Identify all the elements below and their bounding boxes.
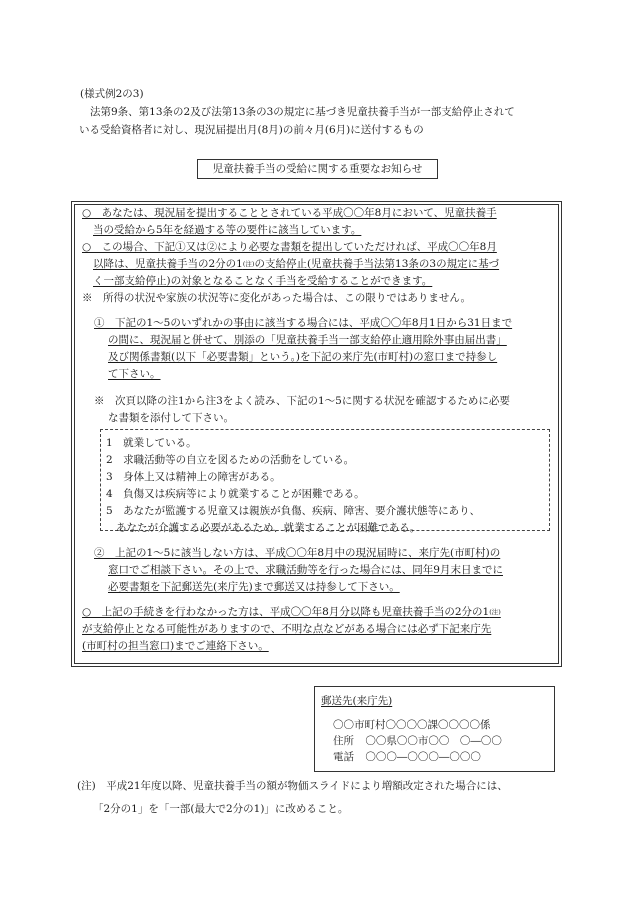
item-2-line: 窓口でご相談下さい。その上で、求職活動等を行った場合には、同年9月末日までに: [108, 564, 503, 576]
footnote-line: (注) 平成21年度以降、児童扶養手当の額が物価スライドにより増額改定された場合には、: [77, 780, 508, 792]
notice-box: [71, 201, 562, 667]
item-1: [94, 315, 554, 383]
phone-value: 〇〇〇―〇〇〇―〇〇〇: [365, 751, 481, 763]
conditions-list: [100, 429, 550, 534]
paragraph-line: ○ この場合、下記①又は②により必要な書類を提出していただければ、平成〇〇年8月: [82, 241, 497, 253]
item-2-line: ② 上記の1～5に該当しない方は、平成〇〇年8月中の現況届時に、来庁先(市町村)の: [94, 547, 501, 559]
condition-item: 2 求職活動等の自立を図るための活動をしている。: [106, 454, 355, 466]
condition-item: 5 あなたが監護する児童又は親族が負傷、疾病、障害、要介護状態等にあり、: [106, 505, 481, 517]
contact-office: 〇〇市町村〇〇〇〇課〇〇〇〇係: [333, 719, 491, 731]
item-1-note: [94, 393, 554, 427]
note-mark: (注): [489, 608, 501, 616]
condition-item: 3 身体上又は精神上の障害がある。: [106, 471, 281, 483]
note-line: な書類を添付して下さい。: [108, 412, 234, 424]
contact-phone: [333, 749, 481, 766]
paragraph-line: (市町村の担当窓口)までご連絡下さい。: [82, 640, 269, 652]
paragraph-text: 以降は、児童扶養手当の2分の1: [93, 258, 243, 270]
paragraph-exception: ※ 所得の状況や家族の状況等に変化があった場合は、この限りではありません。: [82, 292, 472, 304]
phone-label: 電話: [333, 751, 354, 763]
item-2-line: 必要書類を下記郵送先(来庁先)まで郵送又は持参して下さい。: [108, 581, 400, 593]
note-line: ※ 次頁以降の注1から注3をよく読み、下記の1～5に関する状況を確認するために必要: [94, 395, 510, 407]
paragraph-status: [82, 205, 552, 239]
address-label: 住所: [333, 735, 354, 747]
item-1-line: 及び関係書類(以下「必要書類」という。)を下記の来庁先(市町村)の窓口まで持参し: [108, 351, 498, 363]
item-1-line: の間に、現況届と併せて、別添の「児童扶養手当一部支給停止適用除外事由届出書」: [108, 334, 507, 346]
paragraph-line: ○ あなたは、現況届を提出することとされている平成〇〇年8月において、児童扶養手: [82, 207, 497, 219]
footnote: [77, 775, 580, 821]
item-2: [94, 545, 554, 596]
paragraph-line: [82, 256, 552, 273]
condition-item: あなたが介護する必要があるため、就業することが困難である。: [116, 522, 421, 534]
form-label: (様式例2の3): [80, 88, 144, 100]
paragraph-text: ○ 上記の手続きを行わなかった方は、平成〇〇年8月分以降も児童扶養手当の2分の1: [82, 606, 490, 618]
paragraph-line: 当の受給から5年を経過する等の要件に該当しています。: [93, 224, 362, 236]
address-value: 〇〇県〇〇市〇〇 〇―〇〇: [365, 735, 502, 747]
paragraph-submission: [82, 239, 552, 290]
contact-address: [333, 733, 502, 750]
condition-item: 4 負傷又は疾病等により就業することが困難である。: [106, 488, 365, 500]
paragraph-line: く一部支給停止)の対象となることなく手当を受給することができます。: [93, 275, 433, 287]
paragraph-line: が支給停止となる可能性がありますので、不明な点などがある場合には必ず下記来庁先: [82, 623, 492, 635]
footnote-line: 「2分の1」を「一部(最大で2分の1)」に改めること。: [93, 803, 349, 815]
note-mark: (注): [242, 260, 255, 268]
intro-line: 法第9条、第13条の2及び法第13条の3の規定に基づき児童扶養手当が一部支給停止されて: [90, 106, 515, 118]
intro-line: いる受給資格者に対し、現況届提出月(8月)の前々月(6月)に送付するもの: [79, 124, 424, 136]
intro-text: [68, 104, 568, 140]
notice-title: 児童扶養手当の受給に関する重要なお知らせ: [197, 159, 438, 179]
item-1-line: て下さい。: [108, 368, 161, 380]
contact-box: [314, 686, 555, 772]
paragraph-line: [82, 604, 552, 621]
contact-heading: 郵送先(来庁先): [321, 695, 393, 707]
condition-item: 1 就業している。: [106, 437, 197, 449]
paragraph-text: の支給停止(児童扶養手当法第13条の3の規定に基づ: [254, 258, 500, 270]
item-1-line: ① 下記の1～5のいずれかの事由に該当する場合には、平成〇〇年8月1日から31日まで: [94, 317, 513, 329]
paragraph-warning: [82, 604, 552, 655]
